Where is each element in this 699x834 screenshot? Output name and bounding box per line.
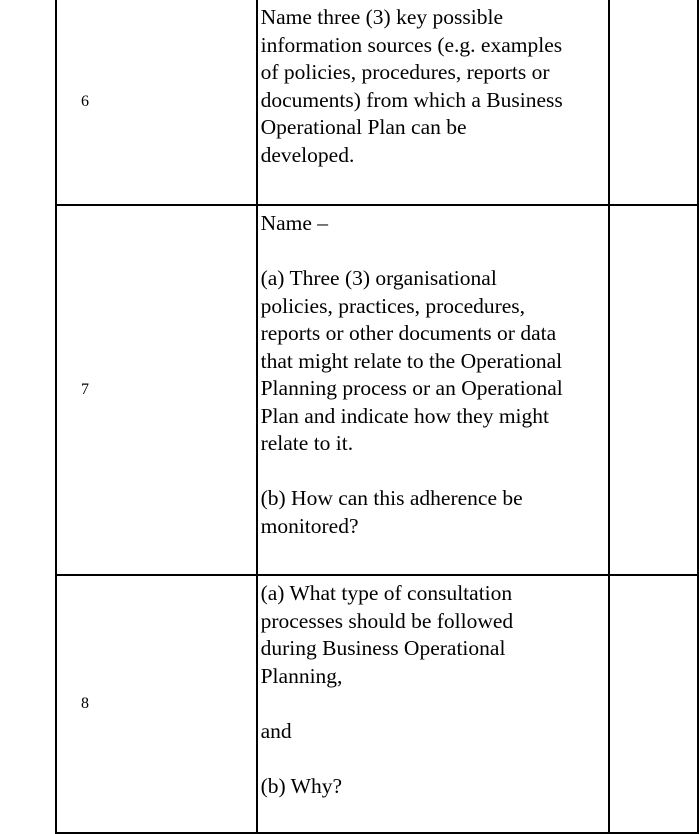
- question-number: 6: [56, 0, 257, 205]
- answer-cell[interactable]: [609, 0, 698, 205]
- line-gap: [261, 745, 604, 773]
- table-row: [56, 0, 698, 205]
- question-line: monitored?: [260, 513, 359, 538]
- table-row: [56, 575, 698, 833]
- question-line: Name three (3) key possible: [260, 5, 503, 29]
- question-text: [257, 0, 609, 205]
- question-text: [257, 575, 609, 833]
- question-line: Name –: [260, 211, 329, 235]
- question-line: Planning,: [260, 663, 343, 688]
- question-line: during Business Operational: [260, 636, 506, 660]
- question-number: 7: [56, 205, 257, 575]
- answer-cell[interactable]: [609, 205, 698, 575]
- question-line: reports or other documents or data: [260, 321, 557, 345]
- question-line: that might relate to the Operational: [260, 348, 563, 373]
- question-line: Operational Plan can be: [260, 115, 467, 139]
- line-gap: [261, 458, 604, 486]
- question-line: processes should be followed: [260, 608, 514, 633]
- question-line: (b) Why?: [260, 773, 342, 798]
- question-line: Plan and indicate how they might: [260, 403, 549, 428]
- question-text: [257, 205, 609, 575]
- question-line: Planning process or an Operational: [260, 376, 563, 400]
- question-line: documents) from which a Business: [260, 87, 563, 112]
- question-line: developed.: [260, 142, 355, 167]
- question-line: (a) What type of consultation: [260, 581, 513, 605]
- questions-table: [55, 0, 699, 834]
- question-line: of policies, procedures, reports or: [260, 60, 550, 84]
- answer-cell[interactable]: [609, 575, 698, 833]
- line-gap: [261, 690, 604, 718]
- question-line: information sources (e.g. examples: [260, 32, 563, 57]
- question-line: (b) How can this adherence be: [260, 486, 523, 510]
- line-gap: [261, 238, 604, 266]
- question-line: (a) Three (3) organisational: [260, 266, 497, 290]
- question-number: 8: [56, 575, 257, 833]
- question-line: relate to it.: [260, 431, 354, 455]
- question-line: and: [260, 718, 292, 743]
- table-row: [56, 205, 698, 575]
- question-line: policies, practices, procedures,: [260, 293, 526, 318]
